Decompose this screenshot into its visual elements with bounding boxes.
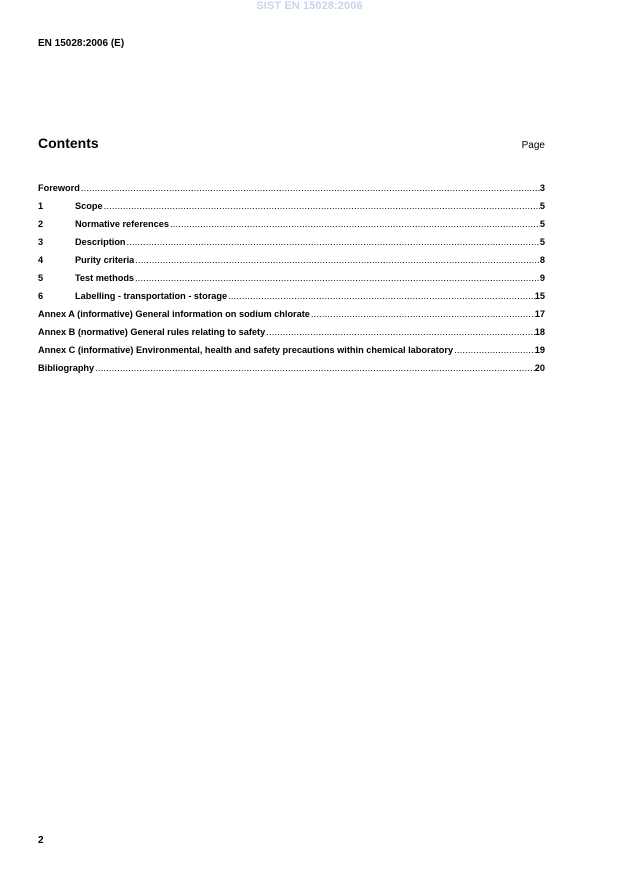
toc-entry-title: Normative references: [75, 219, 169, 229]
contents-heading: Contents: [38, 135, 99, 151]
watermark: SIST EN 15028:2006: [256, 0, 363, 12]
toc-entry-page: 5: [539, 219, 545, 229]
toc-entry-bibliography[interactable]: [38, 355, 545, 373]
toc-entry-title: Description: [75, 237, 126, 247]
toc-entry-annex-a[interactable]: [38, 301, 545, 319]
toc-entry-scope[interactable]: [38, 193, 545, 211]
toc-entry-test-methods[interactable]: [38, 265, 545, 283]
toc-entry-number: 2: [38, 219, 44, 229]
toc-entry-annex-b[interactable]: [38, 319, 545, 337]
toc-entry-page: 9: [539, 273, 545, 283]
toc-entry-page: 20: [534, 363, 545, 373]
document-id: EN 15028:2006 (E): [38, 38, 125, 49]
toc-dot-leader: [169, 219, 540, 229]
toc-dot-leader: [134, 255, 540, 265]
toc-entry-page: 17: [534, 309, 545, 319]
toc-entry-page: 18: [534, 327, 545, 337]
toc-entry-number: 5: [38, 273, 44, 283]
toc-entry-title: Foreword: [38, 183, 80, 193]
toc-entry-purity-criteria[interactable]: [38, 247, 545, 265]
toc-entry-title: Purity criteria: [75, 255, 135, 265]
toc-entry-page: 8: [539, 255, 545, 265]
table-of-contents: [38, 175, 545, 373]
page-number: 2: [38, 835, 44, 846]
toc-entry-page: 5: [539, 201, 545, 211]
toc-entry-annex-c[interactable]: [38, 337, 545, 355]
toc-entry-page: 3: [539, 183, 545, 193]
toc-entry-page: 15: [534, 291, 545, 301]
toc-entry-number: 4: [38, 255, 44, 265]
toc-dot-leader: [80, 183, 540, 193]
toc-entry-number: 1: [38, 201, 44, 211]
toc-dot-leader: [126, 237, 540, 247]
toc-entry-title: Annex C (informative) Environmental, health and safety precautions within chemical laboratory: [38, 345, 454, 355]
toc-dot-leader: [265, 327, 535, 337]
toc-entry-title: Test methods: [75, 273, 135, 283]
toc-dot-leader: [453, 345, 535, 355]
toc-dot-leader: [134, 273, 540, 283]
toc-entry-number: 6: [38, 291, 44, 301]
toc-dot-leader: [227, 291, 535, 301]
toc-dot-leader: [94, 363, 535, 373]
toc-dot-leader: [310, 309, 535, 319]
toc-entry-title: Bibliography: [38, 363, 95, 373]
toc-entry-labelling[interactable]: [38, 283, 545, 301]
toc-entry-page: 19: [534, 345, 545, 355]
toc-entry-foreword[interactable]: [38, 175, 545, 193]
toc-entry-number: 3: [38, 237, 44, 247]
toc-dot-leader: [103, 201, 540, 211]
page-column-label: Page: [521, 140, 545, 151]
toc-entry-title: Annex A (informative) General information on sodium chlorate: [38, 309, 310, 319]
toc-entry-title: Scope: [75, 201, 103, 211]
toc-entry-page: 5: [539, 237, 545, 247]
toc-entry-normative-references[interactable]: [38, 211, 545, 229]
toc-entry-title: Labelling - transportation - storage: [75, 291, 228, 301]
toc-entry-title: Annex B (normative) General rules relating to safety: [38, 327, 266, 337]
toc-entry-description[interactable]: [38, 229, 545, 247]
